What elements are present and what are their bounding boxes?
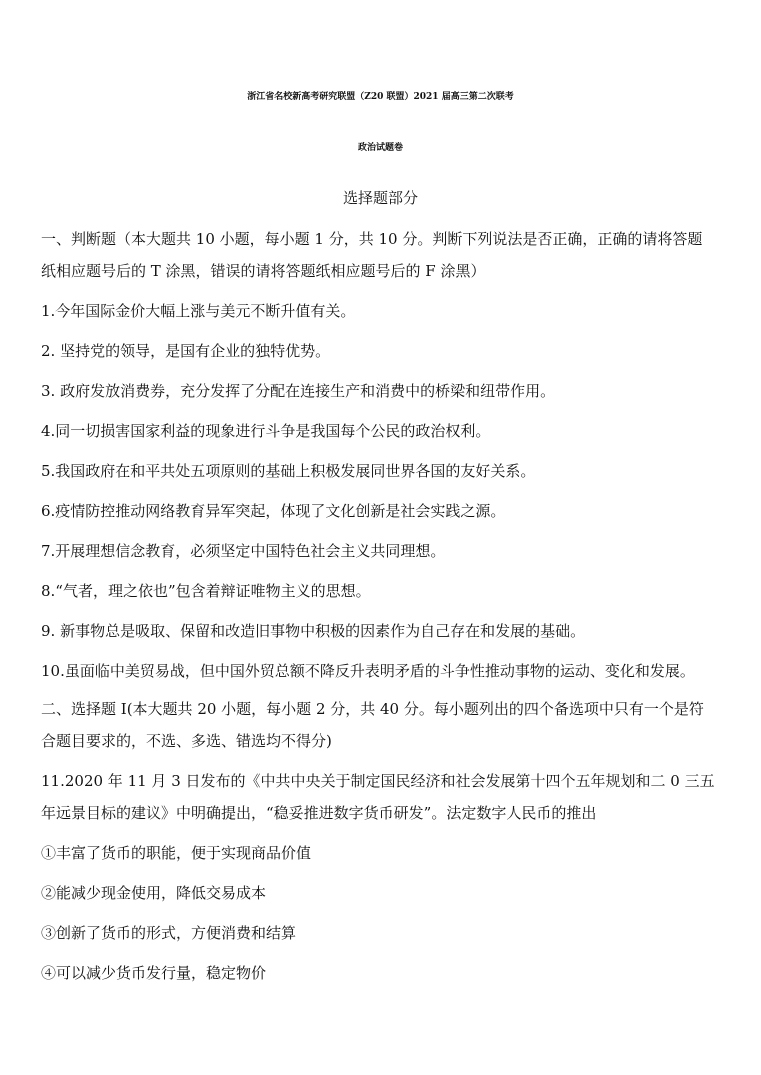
question-5: 5.我国政府在和平共处五项原则的基础上积极发展同世界各国的友好关系。 xyxy=(41,462,536,480)
exam-subtitle: 政治试题卷 xyxy=(357,143,403,153)
question-7: 7.开展理想信念教育，必须坚定中国特色社会主义共同理想。 xyxy=(41,542,446,560)
part2-instructions-line2: 合题目要求的，不选、多选、错选均不得分) xyxy=(41,732,332,750)
section-label: 选择题部分 xyxy=(342,189,418,207)
exam-title: 浙江省名校新高考研究联盟（Z20 联盟）2021 届高三第二次联考 xyxy=(247,92,514,102)
part2-instructions-line1: 二、选择题 I(本大题共 20 小题，每小题 2 分，共 40 分。每小题列出的四个备选项中只有一个是符 xyxy=(41,700,704,718)
part1-instructions-line1: 一、判断题（本大题共 10 小题，每小题 1 分，共 10 分。判断下列说法是否正确，正确的请将答题 xyxy=(41,230,703,248)
part1-instructions-line2: 纸相应题号后的 T 涂黑，错误的请将答题纸相应题号后的 F 涂黑） xyxy=(41,262,486,280)
question-11-line2: 年远景目标的建议》中明确提出，“稳妥推进数字货币研发”。法定数字人民币的推出 xyxy=(41,804,597,822)
option-3: ③创新了货币的形式，方便消费和结算 xyxy=(41,924,297,942)
question-4: 4.同一切损害国家利益的现象进行斗争是我国每个公民的政治权利。 xyxy=(41,422,491,440)
option-2: ②能减少现金使用，降低交易成本 xyxy=(41,884,267,902)
option-4: ④可以减少货币发行量，稳定物价 xyxy=(41,964,267,982)
option-1: ①丰富了货币的职能，便于实现商品价值 xyxy=(41,844,312,862)
question-9: 9. 新事物总是吸取、保留和改造旧事物中积极的因素作为自己存在和发展的基础。 xyxy=(41,622,586,640)
question-11-line1: 11.2020 年 11 月 3 日发布的《中共中央关于制定国民经济和社会发展第十四个五年规划和二 0 三五 xyxy=(41,772,715,790)
question-6: 6.疫情防控推动网络教育异军突起，体现了文化创新是社会实践之源。 xyxy=(41,502,506,520)
question-8: 8.“气者，理之依也”包含着辩证唯物主义的思想。 xyxy=(41,582,371,600)
question-10: 10.虽面临中美贸易战，但中国外贸总额不降反升表明矛盾的斗争性推动事物的运动、变化和发展。 xyxy=(41,662,695,680)
question-1: 1.今年国际金价大幅上涨与美元不断升值有关。 xyxy=(41,302,356,320)
question-2: 2. 坚持党的领导，是国有企业的独特优势。 xyxy=(41,342,331,360)
question-3: 3. 政府发放消费券，充分发挥了分配在连接生产和消费中的桥梁和纽带作用。 xyxy=(41,382,556,400)
